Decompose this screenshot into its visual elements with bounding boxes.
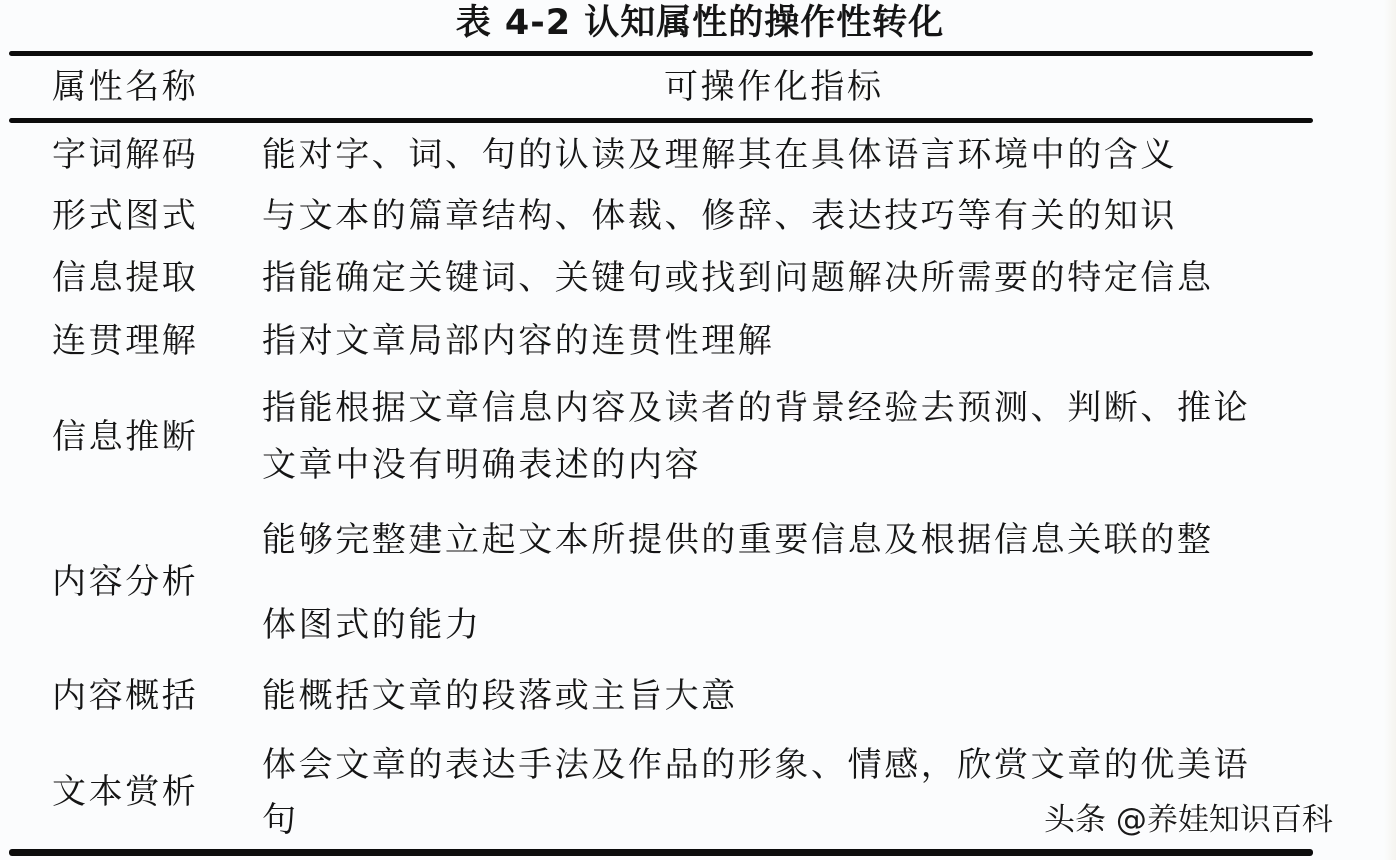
attribute-cell: 形式图式 [52, 196, 199, 236]
watermark: 头条 @养娃知识百科 [1044, 802, 1333, 838]
indicator-cell-line-2: 体图式的能力 [262, 605, 482, 645]
indicator-cell: 指对文章局部内容的连贯性理解 [262, 321, 775, 361]
header-operational-indicator: 可操作化指标 [664, 67, 884, 107]
page-edge [1384, 0, 1396, 860]
indicator-cell-line-2: 文章中没有明确表述的内容 [262, 445, 702, 485]
indicator-cell-line-1: 能够完整建立起文本所提供的重要信息及根据信息关联的整 [262, 520, 1214, 560]
indicator-cell-line-1: 指能根据文章信息内容及读者的背景经验去预测、判断、推论 [262, 388, 1251, 428]
attribute-cell: 信息提取 [52, 258, 199, 298]
indicator-cell-line-1: 体会文章的表达手法及作品的形象、情感，欣赏文章的优美语 [262, 745, 1251, 785]
attribute-cell: 内容分析 [52, 562, 199, 602]
table-title: 表 4-2 认知属性的操作性转化 [455, 3, 945, 43]
attribute-cell: 内容概括 [52, 676, 199, 716]
indicator-cell-line-2: 句 [262, 800, 299, 840]
top-rule [9, 51, 1313, 56]
attribute-cell: 连贯理解 [52, 321, 199, 361]
indicator-cell: 能对字、词、句的认读及理解其在具体语言环境中的含义 [262, 135, 1177, 175]
attribute-cell: 文本赏析 [52, 772, 199, 812]
bottom-rule [9, 849, 1313, 856]
indicator-cell: 能概括文章的段落或主旨大意 [262, 676, 738, 716]
attribute-cell: 信息推断 [52, 417, 199, 457]
header-rule [9, 118, 1313, 123]
attribute-cell: 字词解码 [52, 135, 199, 175]
header-attribute-name: 属性名称 [52, 67, 199, 107]
indicator-cell: 指能确定关键词、关键句或找到问题解决所需要的特定信息 [262, 258, 1214, 298]
indicator-cell: 与文本的篇章结构、体裁、修辞、表达技巧等有关的知识 [262, 196, 1177, 236]
